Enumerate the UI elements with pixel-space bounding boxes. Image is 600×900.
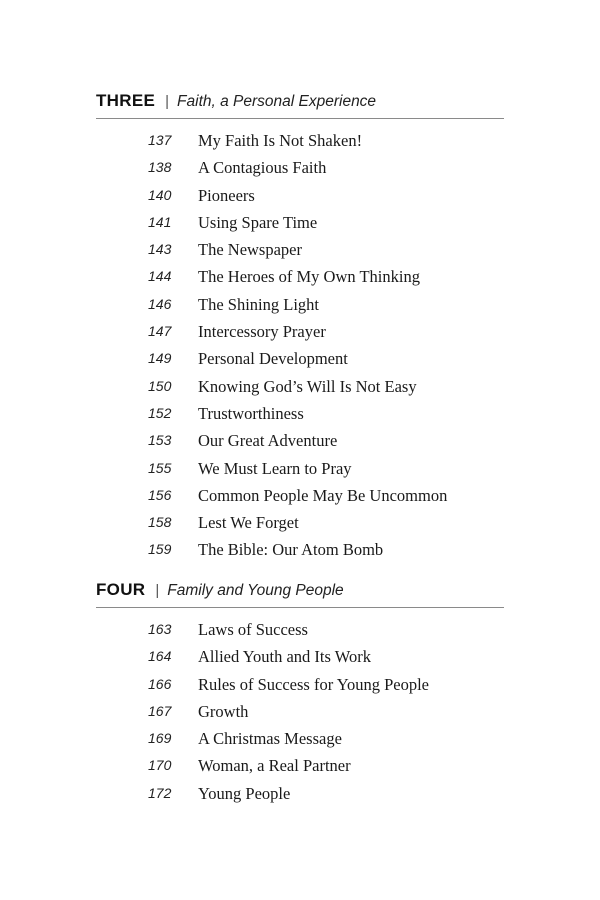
toc-entry[interactable] (96, 318, 504, 345)
part-label: THREE (96, 91, 156, 110)
toc-entry[interactable] (96, 263, 504, 290)
page-number: 146 (148, 295, 172, 312)
entry-title[interactable]: Laws of Success (198, 620, 308, 639)
page-number: 158 (148, 514, 172, 531)
toc-entry[interactable] (96, 127, 504, 154)
entry-title[interactable]: The Heroes of My Own Thinking (198, 267, 420, 287)
part-title: Faith, a Personal Experience (177, 93, 377, 110)
toc-list (96, 127, 504, 564)
entry-title[interactable]: Using Spare Time (198, 212, 318, 232)
page-number: 143 (148, 241, 172, 258)
page-number: 147 (148, 323, 172, 340)
page-number: 167 (148, 702, 172, 719)
page-number: 166 (148, 675, 172, 692)
entry-title[interactable]: The Shining Light (198, 294, 319, 314)
entry-title[interactable]: Allied Youth and Its Work (198, 647, 372, 667)
toc-entry[interactable] (96, 182, 504, 209)
entry-title[interactable]: We Must Learn to Pray (198, 458, 352, 478)
page-number: 170 (148, 757, 172, 774)
entry-title[interactable]: Woman, a Real Partner (198, 756, 351, 776)
toc-entry[interactable] (96, 643, 504, 670)
entry-title[interactable]: My Faith Is Not Shaken! (198, 131, 363, 150)
part-label: FOUR (96, 580, 146, 599)
toc-entry[interactable] (96, 209, 504, 236)
entry-title[interactable]: The Newspaper (198, 240, 302, 260)
page-number: 152 (148, 404, 172, 421)
page-number: 172 (148, 784, 172, 801)
page-number: 163 (148, 621, 172, 637)
page-number: 149 (148, 350, 172, 367)
toc-entry[interactable] (96, 154, 504, 181)
entry-title[interactable]: Knowing God’s Will Is Not Easy (198, 376, 417, 396)
toc-entry[interactable] (96, 725, 504, 752)
page-number: 159 (148, 541, 172, 558)
entry-title[interactable]: Pioneers (198, 185, 255, 205)
part-title: Family and Young People (167, 582, 344, 599)
page-number: 164 (148, 648, 172, 665)
page-number: 150 (148, 377, 172, 394)
page-number: 153 (148, 432, 172, 449)
section-three (96, 91, 504, 564)
toc-entry[interactable] (96, 780, 504, 807)
entry-title[interactable]: Young People (198, 783, 291, 803)
page-number: 140 (148, 186, 172, 203)
toc-entry[interactable] (96, 698, 504, 725)
entry-title[interactable]: A Contagious Faith (198, 158, 327, 178)
section-header (96, 91, 504, 119)
toc-entry[interactable] (96, 671, 504, 698)
entry-title[interactable]: Intercessory Prayer (198, 322, 326, 342)
toc-entry[interactable] (96, 400, 504, 427)
header-separator: | (155, 582, 160, 599)
toc-entry[interactable] (96, 509, 504, 536)
entry-title[interactable]: The Bible: Our Atom Bomb (198, 540, 384, 560)
entry-title[interactable]: Lest We Forget (198, 513, 299, 533)
entry-title[interactable]: Common People May Be Uncommon (198, 485, 448, 505)
page-number: 137 (148, 132, 172, 148)
toc-entry[interactable] (96, 427, 504, 454)
page-number: 144 (148, 268, 172, 285)
toc-entry[interactable] (96, 455, 504, 482)
toc-entry[interactable] (96, 291, 504, 318)
toc-entry[interactable] (96, 482, 504, 509)
entry-title[interactable]: A Christmas Message (198, 729, 342, 749)
toc-list (96, 616, 504, 807)
page-number: 156 (148, 486, 172, 503)
toc-entry[interactable] (96, 236, 504, 263)
page-number: 138 (148, 159, 172, 176)
header-separator: | (165, 93, 170, 110)
entry-title[interactable]: Growth (198, 701, 249, 721)
page-number: 169 (148, 730, 172, 747)
toc-entry[interactable] (96, 616, 504, 643)
toc-entry[interactable] (96, 536, 504, 563)
entry-title[interactable]: Personal Development (198, 349, 348, 369)
toc-entry[interactable] (96, 345, 504, 372)
section-four (96, 580, 504, 807)
page-number: 155 (148, 459, 172, 476)
page-number: 141 (148, 213, 172, 230)
toc-entry[interactable] (96, 752, 504, 779)
section-header (96, 580, 504, 608)
entry-title[interactable]: Rules of Success for Young People (198, 674, 429, 694)
toc-entry[interactable] (96, 373, 504, 400)
entry-title[interactable]: Our Great Adventure (198, 431, 338, 451)
entry-title[interactable]: Trustworthiness (198, 403, 304, 423)
